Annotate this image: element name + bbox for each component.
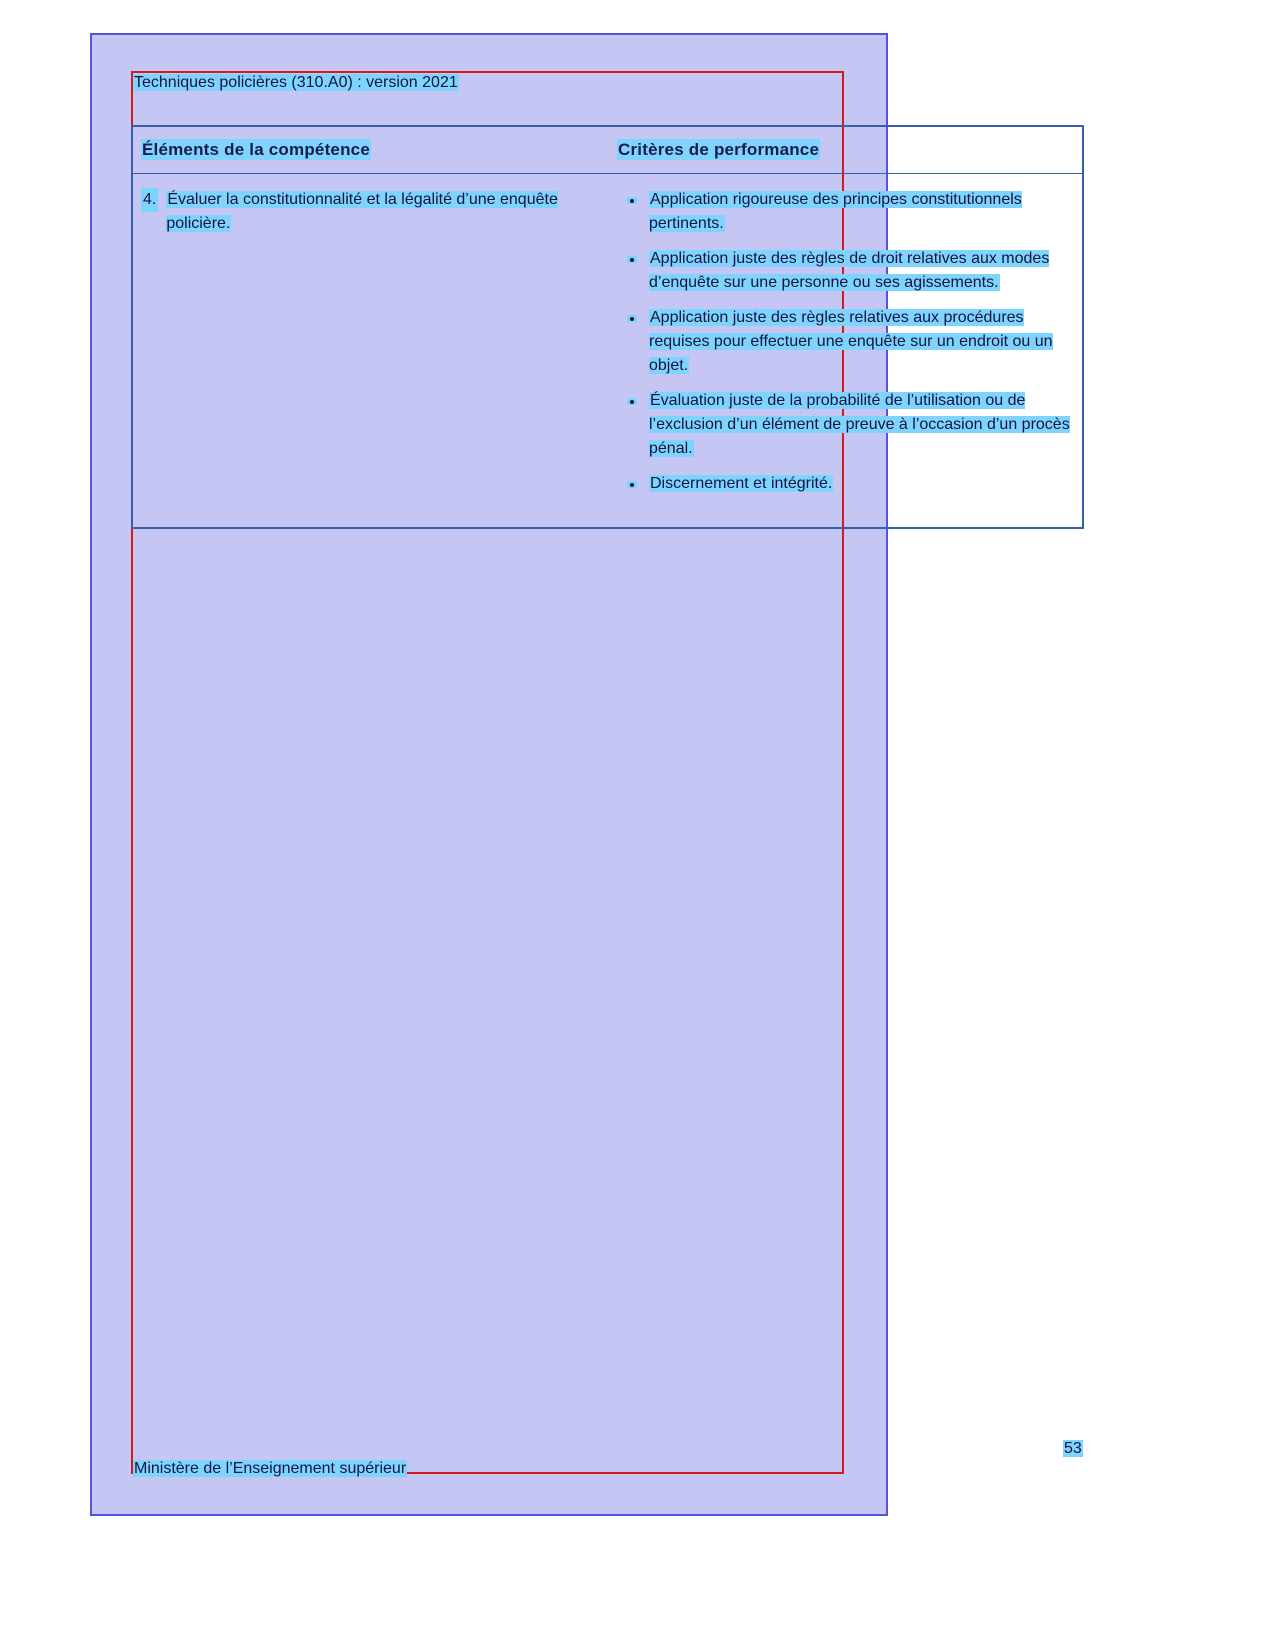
criteria-text: Évaluation juste de la probabilité de l’utilisation ou de l’exclusion d’un élément de preuve à l’occasion d’un procès pénal. (649, 392, 1070, 457)
bullet-icon (627, 256, 637, 263)
criteria-list (617, 188, 1074, 496)
element-description (166, 188, 603, 236)
table-cell-criteria (613, 174, 1082, 527)
list-item (617, 306, 1074, 378)
competency-table (131, 125, 1084, 529)
element-entry (141, 188, 603, 236)
element-number: 4. (141, 188, 158, 212)
page-number (1063, 1438, 1083, 1460)
list-item (617, 247, 1074, 295)
table-cell-element (133, 174, 613, 527)
list-item (617, 188, 1074, 236)
document-header-text: Techniques policières (310.A0) : version 2021 (134, 74, 458, 91)
bullet-icon (627, 315, 637, 322)
table-body-row (133, 174, 1082, 527)
criteria-text: Application juste des règles de droit relatives aux modes d’enquête sur une personne ou ses agissements. (649, 250, 1050, 291)
page-number-text: 53 (1064, 1440, 1082, 1457)
list-item (617, 389, 1074, 461)
document-header (133, 72, 459, 94)
element-description-text: Évaluer la constitutionnalité et la légalité d’une enquête policière. (166, 191, 558, 232)
document-footer-text: Ministère de l’Enseignement supérieur (134, 1460, 407, 1477)
table-header-elements-label: Éléments de la compétence (142, 140, 370, 159)
table-header-criteria-label: Critères de performance (618, 140, 820, 159)
document-footer (133, 1458, 407, 1480)
bullet-icon (627, 398, 637, 405)
bullet-icon (627, 481, 637, 488)
criteria-text: Discernement et intégrité. (650, 475, 833, 492)
bullet-icon (627, 197, 637, 204)
table-header-cell-criteria (613, 127, 1082, 173)
criteria-text: Application juste des règles relatives aux procédures requises pour effectuer une enquête sur un endroit ou un objet. (649, 309, 1053, 374)
criteria-text: Application rigoureuse des principes constitutionnels pertinents. (649, 191, 1022, 232)
table-header-row (133, 127, 1082, 174)
list-item (617, 472, 1074, 496)
table-header-cell-elements (133, 127, 613, 173)
